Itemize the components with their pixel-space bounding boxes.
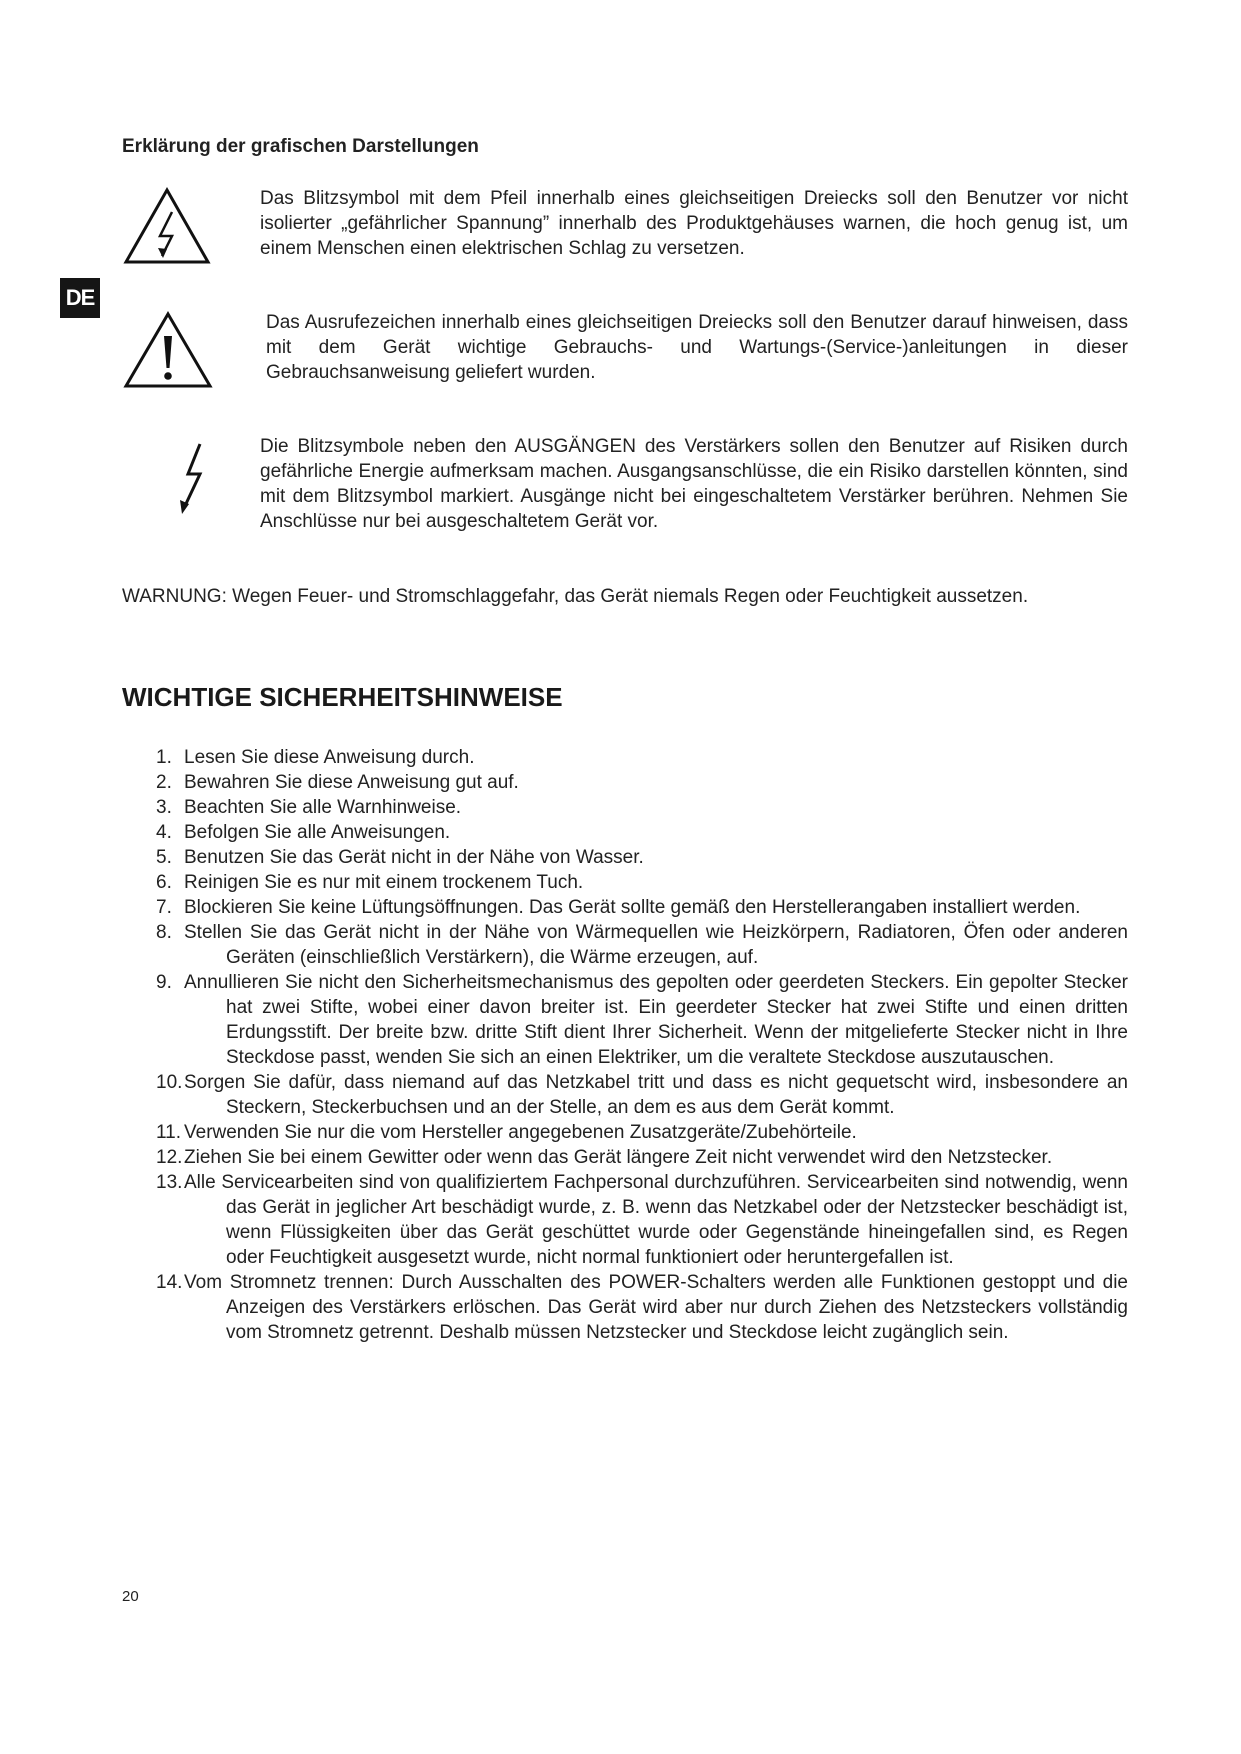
symbol-text: Das Blitzsymbol mit dem Pfeil innerhalb eines gleichseitigen Dreiecks soll den Benutzer vor nicht isolierter „gefährlicher Spannung” innerhalb des Produktgehäuses warnen, die hoch genug ist, um einem Menschen einen elektrischen Schlag zu versetzen. <box>260 188 1128 259</box>
list-item <box>156 920 1128 970</box>
list-item <box>156 1170 1128 1270</box>
list-item-continuation: Ein gepolter Stecker hat zwei Stifte, wobei einer davon breiter ist. Ein geerdeter Stecker hat zwei Stifte und einen dritten Erdungsstift. Der breite bzw. dritte Stift dient Ihrer Sicherheit. Wenn der mitgelieferte Stecker nicht in Ihre Steckdose passt, wenden Sie sich an einen Elektriker, um die veraltete Steckdose auszutauschen. <box>226 972 1128 1068</box>
list-item-text: Vom Stromnetz trennen: Durch Ausschalten des POWER-Schalters werden alle Funktionen <box>184 1272 975 1293</box>
list-item-number: 1. <box>156 747 172 768</box>
list-item-text: Alle Servicearbeiten sind von qualifiziertem Fachpersonal durchzuführen. Servicearbeiten <box>184 1172 939 1193</box>
list-item <box>156 970 1128 1070</box>
list-item-number: 2. <box>156 772 172 793</box>
list-item-number: 4. <box>156 822 172 843</box>
list-item <box>156 745 1128 770</box>
list-item-text: Annullieren Sie nicht den Sicherheitsmechanismus des gepolten oder geerdeten Steckers. <box>184 972 950 993</box>
list-item-text: Verwenden Sie nur die vom Hersteller angegebenen Zusatzgeräte/Zubehörteile. <box>184 1122 857 1143</box>
list-item-number: 14. <box>156 1272 183 1293</box>
page-number: 20 <box>122 1588 139 1605</box>
list-item-text: Bewahren Sie diese Anweisung gut auf. <box>184 772 519 793</box>
list-item-continuation: installiert werden. <box>932 897 1081 918</box>
list-item <box>156 1120 1128 1145</box>
list-item-number: 13. <box>156 1172 183 1193</box>
symbol-text: Die Blitzsymbole neben den AUSGÄNGEN des Verstärkers sollen den Benutzer auf Risiken durch gefährliche Energie aufmerksam machen. Ausgangsanschlüsse, die ein Risiko darstellen könnten, sind mit dem Blitzsymbol markiert. Ausgänge nicht bei eingeschaltetem Verstärker berühren. Nehmen Sie Anschlüsse nur bei ausgeschaltetem Gerät vor. <box>260 436 1128 532</box>
list-item-continuation: gestoppt und die Anzeigen des Verstärkers erlöschen. Das Gerät wird aber nur durch Ziehen des Netzsteckers vollständig vom Stromnetz getrennt. Deshalb müssen Netzstecker und Steckdose leicht zugänglich sein. <box>226 1272 1128 1343</box>
list-item-number: 10. <box>156 1072 183 1093</box>
list-item-number: 9. <box>156 972 172 993</box>
list-item <box>156 870 1128 895</box>
list-item-continuation: sind notwendig, wenn das Gerät in jeglicher Art beschädigt wurde, z. B. wenn das Netzkabel oder der Netzstecker beschädigt ist, wenn Flüssigkeiten über das Gerät geschüttet wurde oder Gegenstände hineingefallen sind, es Regen oder Feuchtigkeit ausgesetzt wurde, nicht normal funktioniert oder heruntergefallen ist. <box>226 1172 1128 1268</box>
symbol-text: Das Ausrufezeichen innerhalb eines gleichseitigen Dreiecks soll den Benutzer darauf hinweisen, dass mit dem Gerät wichtige Gebrauchs- und Wartungs-(Service-)anleitungen in dieser Gebrauchsanweisung geliefert wurden. <box>266 312 1128 383</box>
list-item-number: 6. <box>156 872 172 893</box>
list-item-text: Befolgen Sie alle Anweisungen. <box>184 822 451 843</box>
list-item <box>156 770 1128 795</box>
list-item-text: Lesen Sie diese Anweisung durch. <box>184 747 475 768</box>
list-item-number: 3. <box>156 797 172 818</box>
list-item-text: Reinigen Sie es nur mit einem trockenem Tuch. <box>184 872 584 893</box>
list-item-text: Stellen Sie das Gerät nicht in der Nähe von Wärmequellen wie Heizkörpern, Radiatoren, <box>184 922 956 943</box>
list-item-number: 12. <box>156 1147 183 1168</box>
language-tab: DE <box>60 278 100 318</box>
safety-heading: WICHTIGE SICHERHEITSHINWEISE <box>122 682 563 712</box>
list-item <box>156 1270 1128 1345</box>
lightning-triangle-icon <box>122 186 242 271</box>
lightning-bolt-icon <box>122 434 242 529</box>
list-item-number: 8. <box>156 922 172 943</box>
warning-text: WARNUNG: Wegen Feuer- und Stromschlaggefahr, das Gerät niemals Regen oder Feuchtigkeit aussetzen. <box>122 586 1029 607</box>
list-item <box>156 795 1128 820</box>
list-item <box>156 820 1128 845</box>
list-item-text: Beachten Sie alle Warnhinweise. <box>184 797 462 818</box>
exclamation-triangle-icon <box>122 310 242 395</box>
list-item-text: Blockieren Sie keine Lüftungsöffnungen. Das Gerät sollte gemäß den Herstellerangaben <box>184 897 928 918</box>
list-item-text: Benutzen Sie das Gerät nicht in der Nähe von Wasser. <box>184 847 644 868</box>
symbols-heading: Erklärung der grafischen Darstellungen <box>122 136 479 157</box>
list-item-continuation: Öfen oder anderen Geräten (einschließlich Verstärkern), die Wärme erzeugen, auf. <box>226 922 1128 968</box>
list-item <box>156 1145 1128 1170</box>
list-item-number: 11. <box>156 1122 182 1143</box>
safety-instructions-list <box>156 745 1128 1345</box>
list-item-number: 5. <box>156 847 172 868</box>
list-item-continuation: insbesondere an Steckern, Steckerbuchsen und an der Stelle, an dem es aus dem Gerät kommt. <box>226 1072 1128 1118</box>
list-item-text: Sorgen Sie dafür, dass niemand auf das Netzkabel tritt und dass es nicht gequetscht wird, <box>184 1072 977 1093</box>
list-item-number: 7. <box>156 897 172 918</box>
list-item <box>156 1070 1128 1120</box>
list-item-text: Ziehen Sie bei einem Gewitter oder wenn das Gerät längere Zeit nicht verwendet wird den <box>184 1147 943 1168</box>
list-item <box>156 845 1128 870</box>
list-item-continuation: Netzstecker. <box>947 1147 1053 1168</box>
list-item <box>156 895 1128 920</box>
